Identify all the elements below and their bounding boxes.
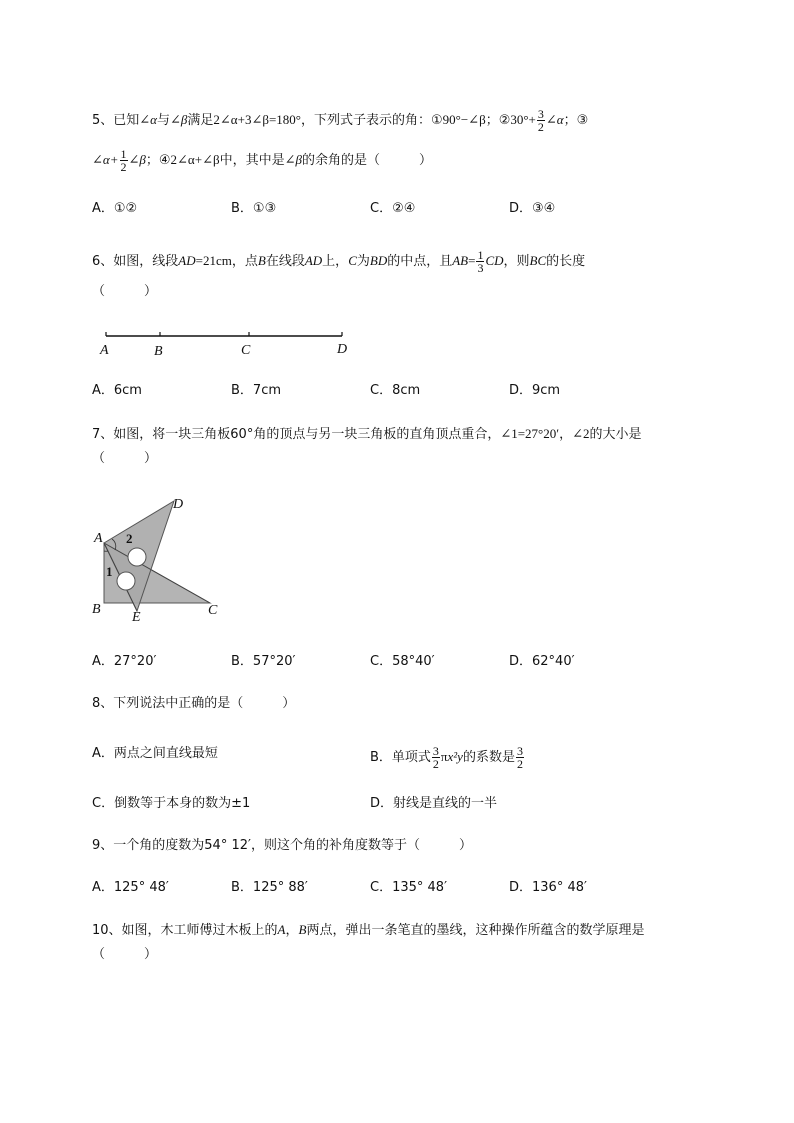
q7-triangle-figure (88, 492, 228, 627)
hole-upper (128, 548, 146, 566)
q8-option-b[interactable]: B．单项式 $\frac{3}{2}$ πx²y的系数是 $\frac{3}{2}$ (370, 744, 523, 771)
q9-option-a[interactable]: A．125° 48′ (92, 880, 169, 895)
q8-stem: 8、下列说法中正确的是（ ） (92, 696, 296, 711)
q9-option-c[interactable]: C．135° 48′ (370, 880, 448, 895)
q7-option-c[interactable]: C．58°40′ (370, 654, 435, 669)
point-label-a: A (100, 343, 109, 358)
q5-stem-line1: 5、已知∠α与∠β满足2∠α+3∠β=180°，下列式子表示的角：①90°−∠β；②30°+ $\frac{3}{2}$ ∠α；③ (92, 107, 589, 134)
angle-label-2: 2 (126, 531, 133, 546)
q9-stem: 9、一个角的度数为54° 12′，则这个角的补角度数等于（ ） (92, 838, 472, 853)
q7-answer-paren: （ ） (92, 451, 158, 466)
q5-option-d[interactable]: D．③④ (509, 201, 556, 216)
vertex-label-c: C (208, 603, 218, 618)
angle-label-1: 1 (106, 564, 113, 579)
q5-option-c[interactable]: C．②④ (370, 201, 416, 216)
q8-option-a[interactable]: A．两点之间直线最短 (92, 746, 218, 761)
fraction-3-2-b1: $\frac{3}{2}$ (432, 744, 439, 771)
q7-option-a[interactable]: A．27°20′ (92, 654, 157, 669)
q6-option-a[interactable]: A．6cm (92, 383, 142, 398)
q10-stem-line1: 10、如图，木工师傅过木板上的A，B两点，弹出一条笔直的墨线，这种操作所蕴含的数学原理是 (92, 922, 645, 938)
fraction-3-2: $\frac{3}{2}$ (537, 107, 544, 134)
vertex-label-a: A (94, 531, 103, 546)
q7-option-d[interactable]: D．62°40′ (509, 654, 575, 669)
q8-option-d[interactable]: D．射线是直线的一半 (370, 796, 498, 811)
q5-stem-line2: ∠α+ $\frac{1}{2}$ ∠β；④2∠α+∠β中，其中是∠β的余角的是（ ） (92, 147, 432, 174)
fraction-1-2: $\frac{1}{2}$ (120, 147, 127, 174)
q5-option-a[interactable]: A．①② (92, 201, 138, 216)
q6-segment-figure (92, 325, 362, 361)
q9-option-b[interactable]: B．125° 88′ (231, 880, 308, 895)
q6-answer-paren: （ ） (92, 284, 158, 299)
hole-lower (117, 572, 135, 590)
q6-option-b[interactable]: B．7cm (231, 383, 282, 398)
q8-option-c[interactable]: C．倒数等于本身的数为±1 (92, 796, 251, 811)
q5-option-b[interactable]: B．①③ (231, 201, 277, 216)
point-label-d: D (337, 342, 348, 357)
point-label-c: C (241, 343, 251, 358)
q7-stem-line1: 7、如图，将一块三角板60°角的顶点与另一块三角板的直角顶点重合，∠1=27°20′，∠2的大小是 (92, 426, 642, 442)
q9-option-d[interactable]: D．136° 48′ (509, 880, 587, 895)
fraction-3-2-b2: $\frac{3}{2}$ (516, 744, 523, 771)
q7-option-b[interactable]: B．57°20′ (231, 654, 296, 669)
fraction-1-3: $\frac{1}{3}$ (477, 248, 484, 275)
q10-answer-paren: （ ） (92, 947, 158, 962)
q6-option-d[interactable]: D．9cm (509, 383, 561, 398)
point-label-b: B (154, 344, 163, 359)
vertex-label-e: E (132, 610, 141, 625)
q6-option-c[interactable]: C．8cm (370, 383, 421, 398)
q6-stem-line1: 6、如图，线段AD=21cm，点B在线段AD上，C为BD的中点，且AB= $\frac{1}{3}$ CD，则BC的长度 (92, 248, 586, 275)
vertex-label-b: B (92, 602, 101, 617)
vertex-label-d: D (173, 497, 184, 512)
